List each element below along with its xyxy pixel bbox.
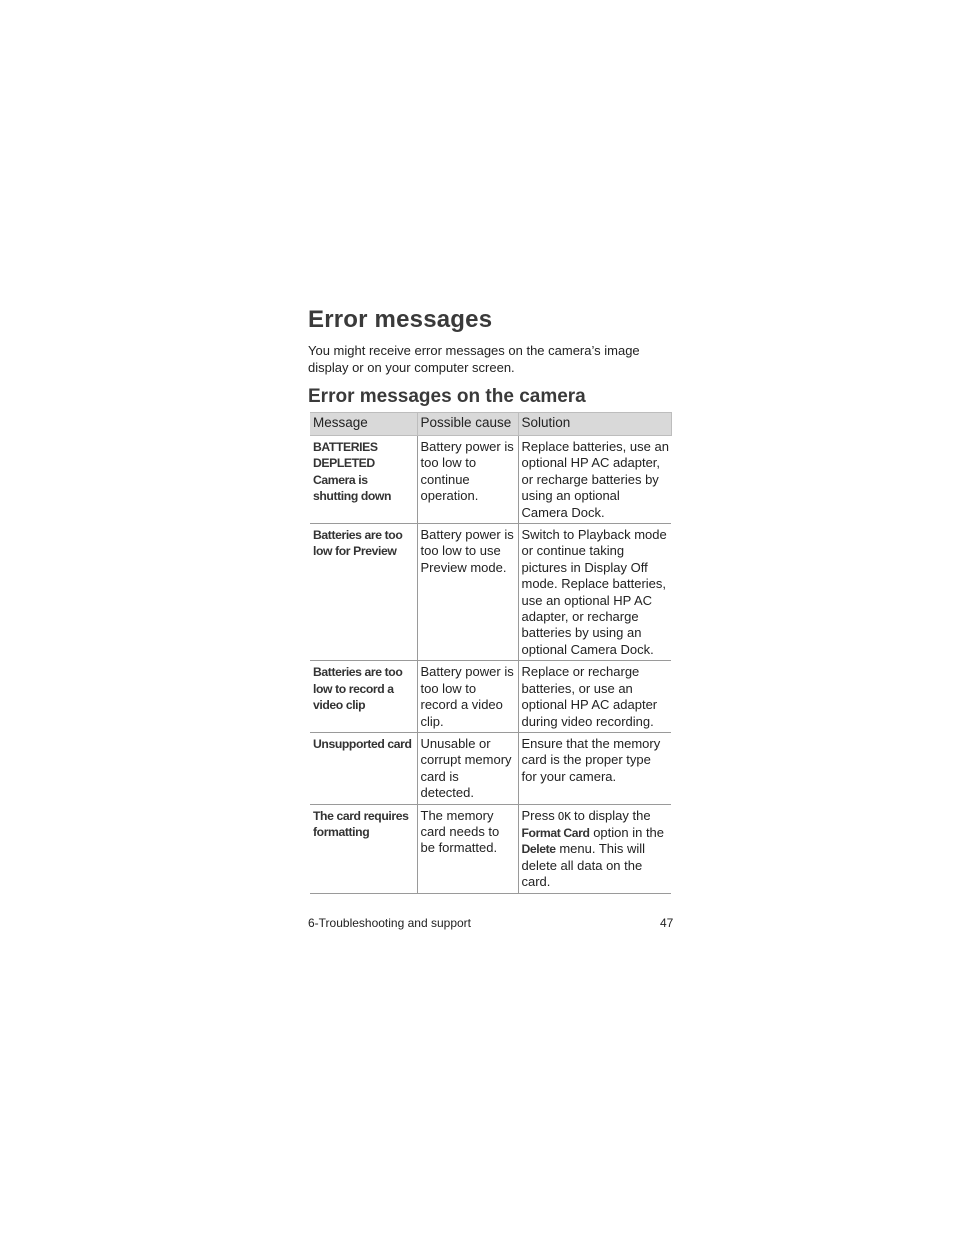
header-solution: Solution: [518, 413, 671, 436]
solution-cell: Replace or recharge batteries, or use an optional HP AC adapter during video recording.: [518, 661, 671, 733]
message-cell: Batteries are too low to record a video clip: [310, 661, 417, 733]
footer-chapter: 6-Troubleshooting and support: [308, 916, 471, 930]
intro-paragraph: You might receive error messages on the camera’s image display or on your computer screen.: [308, 343, 640, 375]
ok-button-glyph: OK: [557, 809, 571, 823]
header-possible-cause: Possible cause: [417, 413, 518, 436]
table-row: [310, 661, 671, 733]
solution-cell: Ensure that the memory card is the proper type for your camera.: [518, 732, 671, 804]
delete-menu-name: Delete: [521, 842, 556, 857]
cause-cell: The memory card needs to be formatted.: [417, 804, 518, 893]
message-cell: Batteries are too low for Preview: [310, 524, 417, 661]
solution-cell: Replace batteries, use an optional HP AC adapter, or recharge batteries by using an optional Camera Dock.: [518, 436, 671, 524]
table-row: [310, 732, 671, 804]
page-title: Error messages: [308, 306, 493, 333]
header-message: Message: [310, 413, 417, 436]
solution-text: menu. This will delete all data on the card.: [521, 841, 646, 890]
solution-text: Press: [521, 807, 555, 823]
footer-page-number: 47: [660, 916, 674, 930]
message-cell: BATTERIES DEPLETED Camera is shutting down: [310, 436, 417, 524]
solution-text: option in the: [593, 824, 665, 840]
table-row: [310, 804, 671, 893]
solution-cell: [518, 804, 671, 893]
message-cell: Unsupported card: [310, 732, 417, 804]
error-messages-table-container: [310, 412, 671, 894]
solution-text: to display the: [573, 807, 651, 823]
table-row: [310, 436, 671, 524]
cause-cell: Battery power is too low to record a video clip.: [417, 661, 518, 733]
format-card-menu-option: Format Card: [521, 825, 590, 840]
error-messages-table: [310, 412, 672, 894]
table-row: [310, 524, 671, 661]
message-cell: The card requires formatting: [310, 804, 417, 893]
cause-cell: Unusable or corrupt memory card is detected.: [417, 732, 518, 804]
cause-cell: Battery power is too low to use Preview mode.: [417, 524, 518, 661]
solution-cell: Switch to Playback mode or continue taking pictures in Display Off mode. Replace batteries, use an optional HP AC adapter, or recharge batteries by using an optional Camera Dock.: [518, 524, 671, 661]
cause-cell: Battery power is too low to continue operation.: [417, 436, 518, 524]
table-header-row: [310, 413, 671, 436]
section-title: Error messages on the camera: [308, 386, 586, 407]
